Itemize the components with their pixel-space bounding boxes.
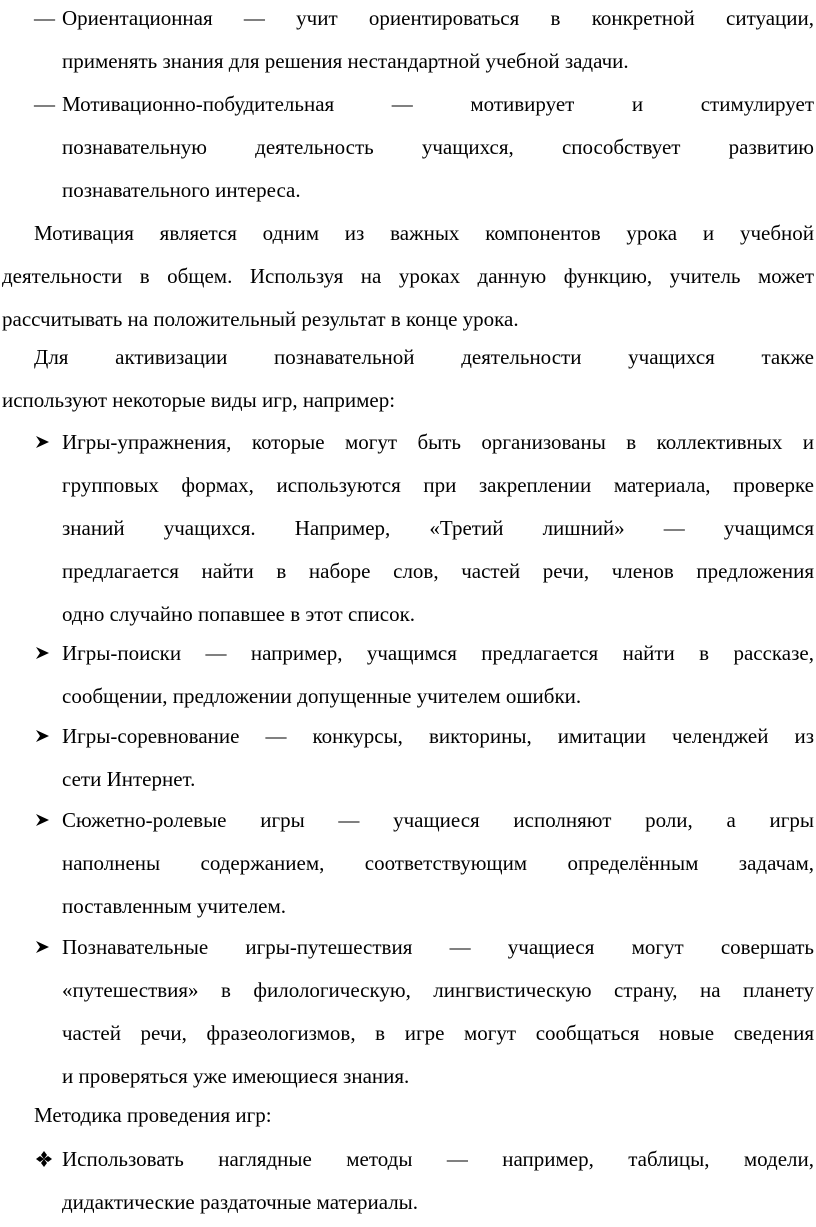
- text-line: применять знания для решения нестандартной учебной задачи.: [62, 49, 629, 73]
- text-line: рассчитывать на положительный результат в конце урока.: [2, 307, 519, 331]
- text-line: деятельности в общем. Используя на уроках данную функцию, учитель может: [2, 264, 814, 288]
- text-line: Игры-поиски — например, учащимся предлагается найти в рассказе,: [62, 641, 814, 665]
- text-line: предлагается найти в наборе слов, частей речи, членов предложения: [62, 559, 814, 583]
- arrowhead-bullet-icon: [34, 935, 52, 959]
- text-line: используют некоторые виды игр, например:: [2, 388, 396, 412]
- text-line: Игры-соревнование — конкурсы, викторины, имитации челенджей из: [62, 724, 814, 748]
- text-line: «путешествия» в филологическую, лингвистическую страну, на планету: [62, 978, 814, 1002]
- text-line: Мотивационно-побудительная — мотивирует и стимулирует: [62, 92, 814, 116]
- text-line: сети Интернет.: [62, 767, 196, 791]
- arrowhead-bullet-icon: [34, 724, 52, 748]
- dash-marker: —: [34, 92, 55, 116]
- dash-marker: —: [34, 6, 55, 30]
- arrowhead-bullet-icon: [34, 808, 52, 832]
- text-line: дидактические раздаточные материалы.: [62, 1190, 419, 1214]
- text-line: и проверяться уже имеющиеся знания.: [62, 1064, 410, 1088]
- text-line: Методика проведения игр:: [34, 1103, 272, 1127]
- text-line: Сюжетно-ролевые игры — учащиеся исполняют роли, а игры: [62, 808, 814, 832]
- text-line: сообщении, предложении допущенные учителем ошибки.: [62, 684, 582, 708]
- text-line: Для активизации познавательной деятельности учащихся также: [34, 345, 814, 369]
- text-line: Использовать наглядные методы — например, таблицы, модели,: [62, 1147, 814, 1171]
- text-line: одно случайно попавшее в этот список.: [62, 602, 416, 626]
- arrowhead-bullet-icon: [34, 641, 52, 665]
- text-line: групповых формах, используются при закреплении материала, проверке: [62, 473, 814, 497]
- text-line: Ориентационная — учит ориентироваться в конкретной ситуации,: [62, 6, 814, 30]
- text-line: поставленным учителем.: [62, 894, 287, 918]
- text-line: познавательную деятельность учащихся, способствует развитию: [62, 135, 814, 159]
- text-line: Игры-упражнения, которые могут быть организованы в коллективных и: [62, 430, 814, 454]
- text-line: частей речи, фразеологизмов, в игре могут сообщаться новые сведения: [62, 1021, 814, 1045]
- four-diamond-bullet-icon: [34, 1147, 54, 1171]
- text-line: Познавательные игры-путешествия — учащиеся могут совершать: [62, 935, 814, 959]
- text-line: наполнены содержанием, соответствующим определённым задачам,: [62, 851, 814, 875]
- arrowhead-bullet-icon: [34, 430, 52, 454]
- text-line: знаний учащихся. Например, «Третий лишний» — учащимся: [62, 516, 814, 540]
- text-line: познавательного интереса.: [62, 178, 301, 202]
- text-line: Мотивация является одним из важных компонентов урока и учебной: [34, 221, 814, 245]
